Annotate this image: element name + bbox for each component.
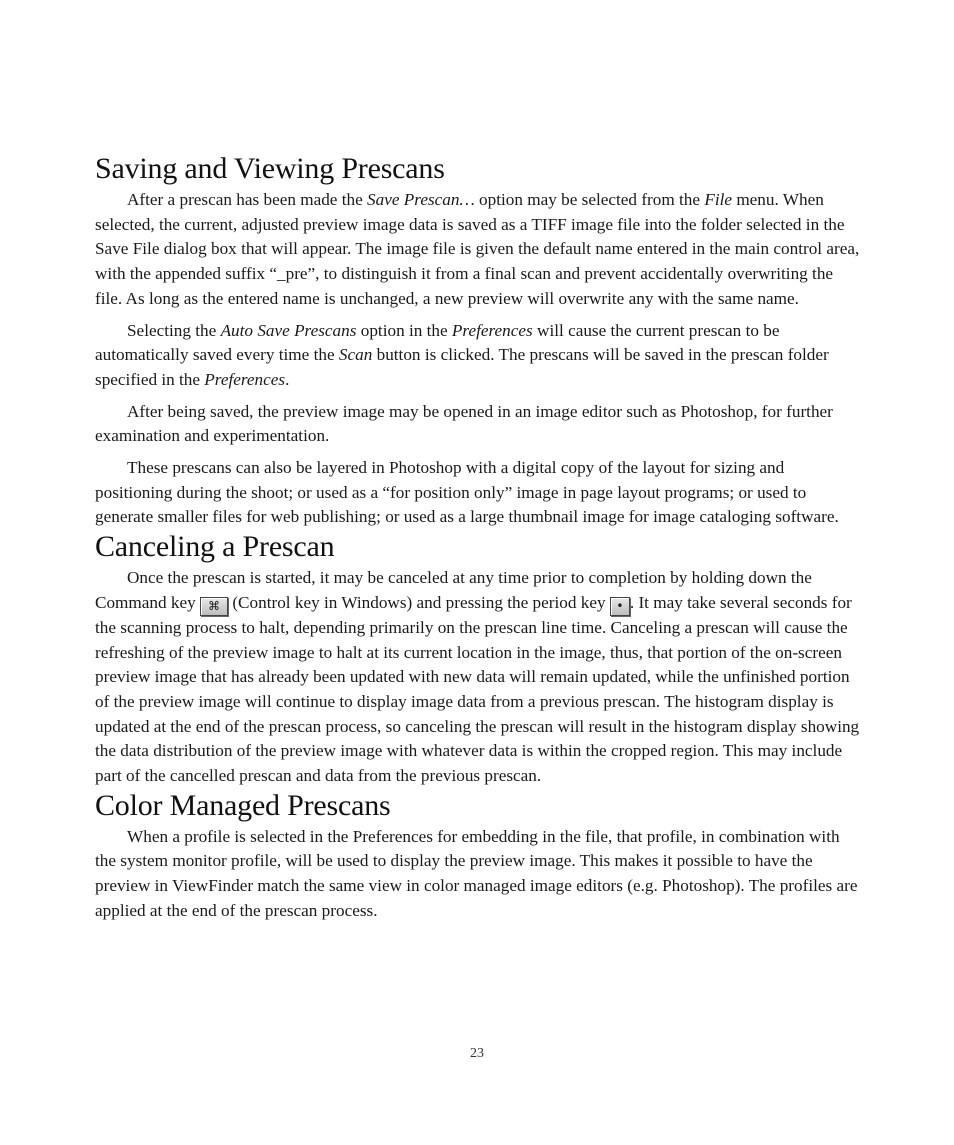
text-run: After a prescan has been made the [127, 190, 368, 209]
paragraph [95, 319, 861, 393]
section [95, 152, 861, 530]
text-run: . It may take several seconds for the scanning process to halt, depending primarily on the prescan line time. Canceling a prescan will cause the refreshing of the preview image to halt at its current location in the image, thus, that portion of the on-screen preview image that has already been updated with new data will remain updated, while the unfinished portion of the preview image will continue to display image data from a previous prescan. The histogram display is updated at the end of the prescan process, so canceling the prescan will result in the histogram display showing the data distribution of the preview image with whatever data is within the cropped region. This may include part of the cancelled prescan and data from the previous prescan. [95, 592, 860, 786]
text-run: Once the prescan is started, it may be canceled at any time prior to completion by holding down the Command key [95, 568, 812, 612]
italic-term: Preferences [451, 320, 533, 340]
text-run: After being saved, the preview image may be opened in an image editor such as Photoshop, for further examination and experimentation. [95, 401, 833, 446]
section [95, 530, 861, 789]
italic-term: Auto Save Prescans [220, 320, 357, 340]
text-run: . [285, 369, 290, 389]
section [95, 789, 861, 924]
section-heading: Canceling a Prescan [95, 530, 335, 564]
command-key-icon: ⌘ [200, 597, 228, 616]
italic-term: Scan [338, 345, 373, 365]
text-run: (Control key in Windows) and pressing the period key [228, 592, 610, 612]
paragraph [95, 456, 861, 530]
italic-term: Preferences [204, 369, 286, 389]
italic-term: Save Prescan… [367, 190, 475, 209]
text-run: option in the [356, 320, 452, 340]
paragraph [95, 825, 861, 924]
section-heading: Color Managed Prescans [95, 788, 391, 822]
text-run: option may be selected from the [474, 190, 705, 209]
italic-term: File [704, 190, 733, 209]
text-run: These prescans can also be layered in Photoshop with a digital copy of the layout for sizing and positioning during the shoot; or used as a “for position only” image in page layout programs; or used to generate smaller files for web publishing; or used as a large thumbnail image for image cataloging software. [95, 458, 839, 527]
paragraph [95, 400, 861, 449]
page-number: 23 [470, 1046, 484, 1061]
text-run: menu. When selected, the current, adjusted preview image data is saved as a TIFF image file into the folder selected in the Save File dialog box that will appear. The image file is given the default name entered in the main control area, with the appended suffix “_pre”, to distinguish it from a final scan and prevent accidentally overwriting the file. As long as the entered name is unchanged, a new preview will overwrite any with the same name. [95, 190, 860, 308]
text-run: will cause the current prescan to be automatically saved every time the [95, 320, 780, 365]
document-body [95, 152, 861, 924]
text-run: Selecting the [127, 320, 221, 340]
text-run: button is clicked. The prescans will be saved in the prescan folder specified in the [95, 345, 829, 389]
period-key-icon: • [610, 597, 630, 616]
section-heading: Saving and Viewing Prescans [95, 152, 445, 185]
paragraph [95, 566, 861, 789]
text-run: When a profile is selected in the Preferences for embedding in the file, that profile, in combination with the system monitor profile, will be used to display the preview image. This makes it possible to have the preview in ViewFinder match the same view in color managed image editors (e.g. Photoshop). The profiles are applied at the end of the prescan process. [95, 826, 858, 920]
paragraph [95, 188, 861, 312]
